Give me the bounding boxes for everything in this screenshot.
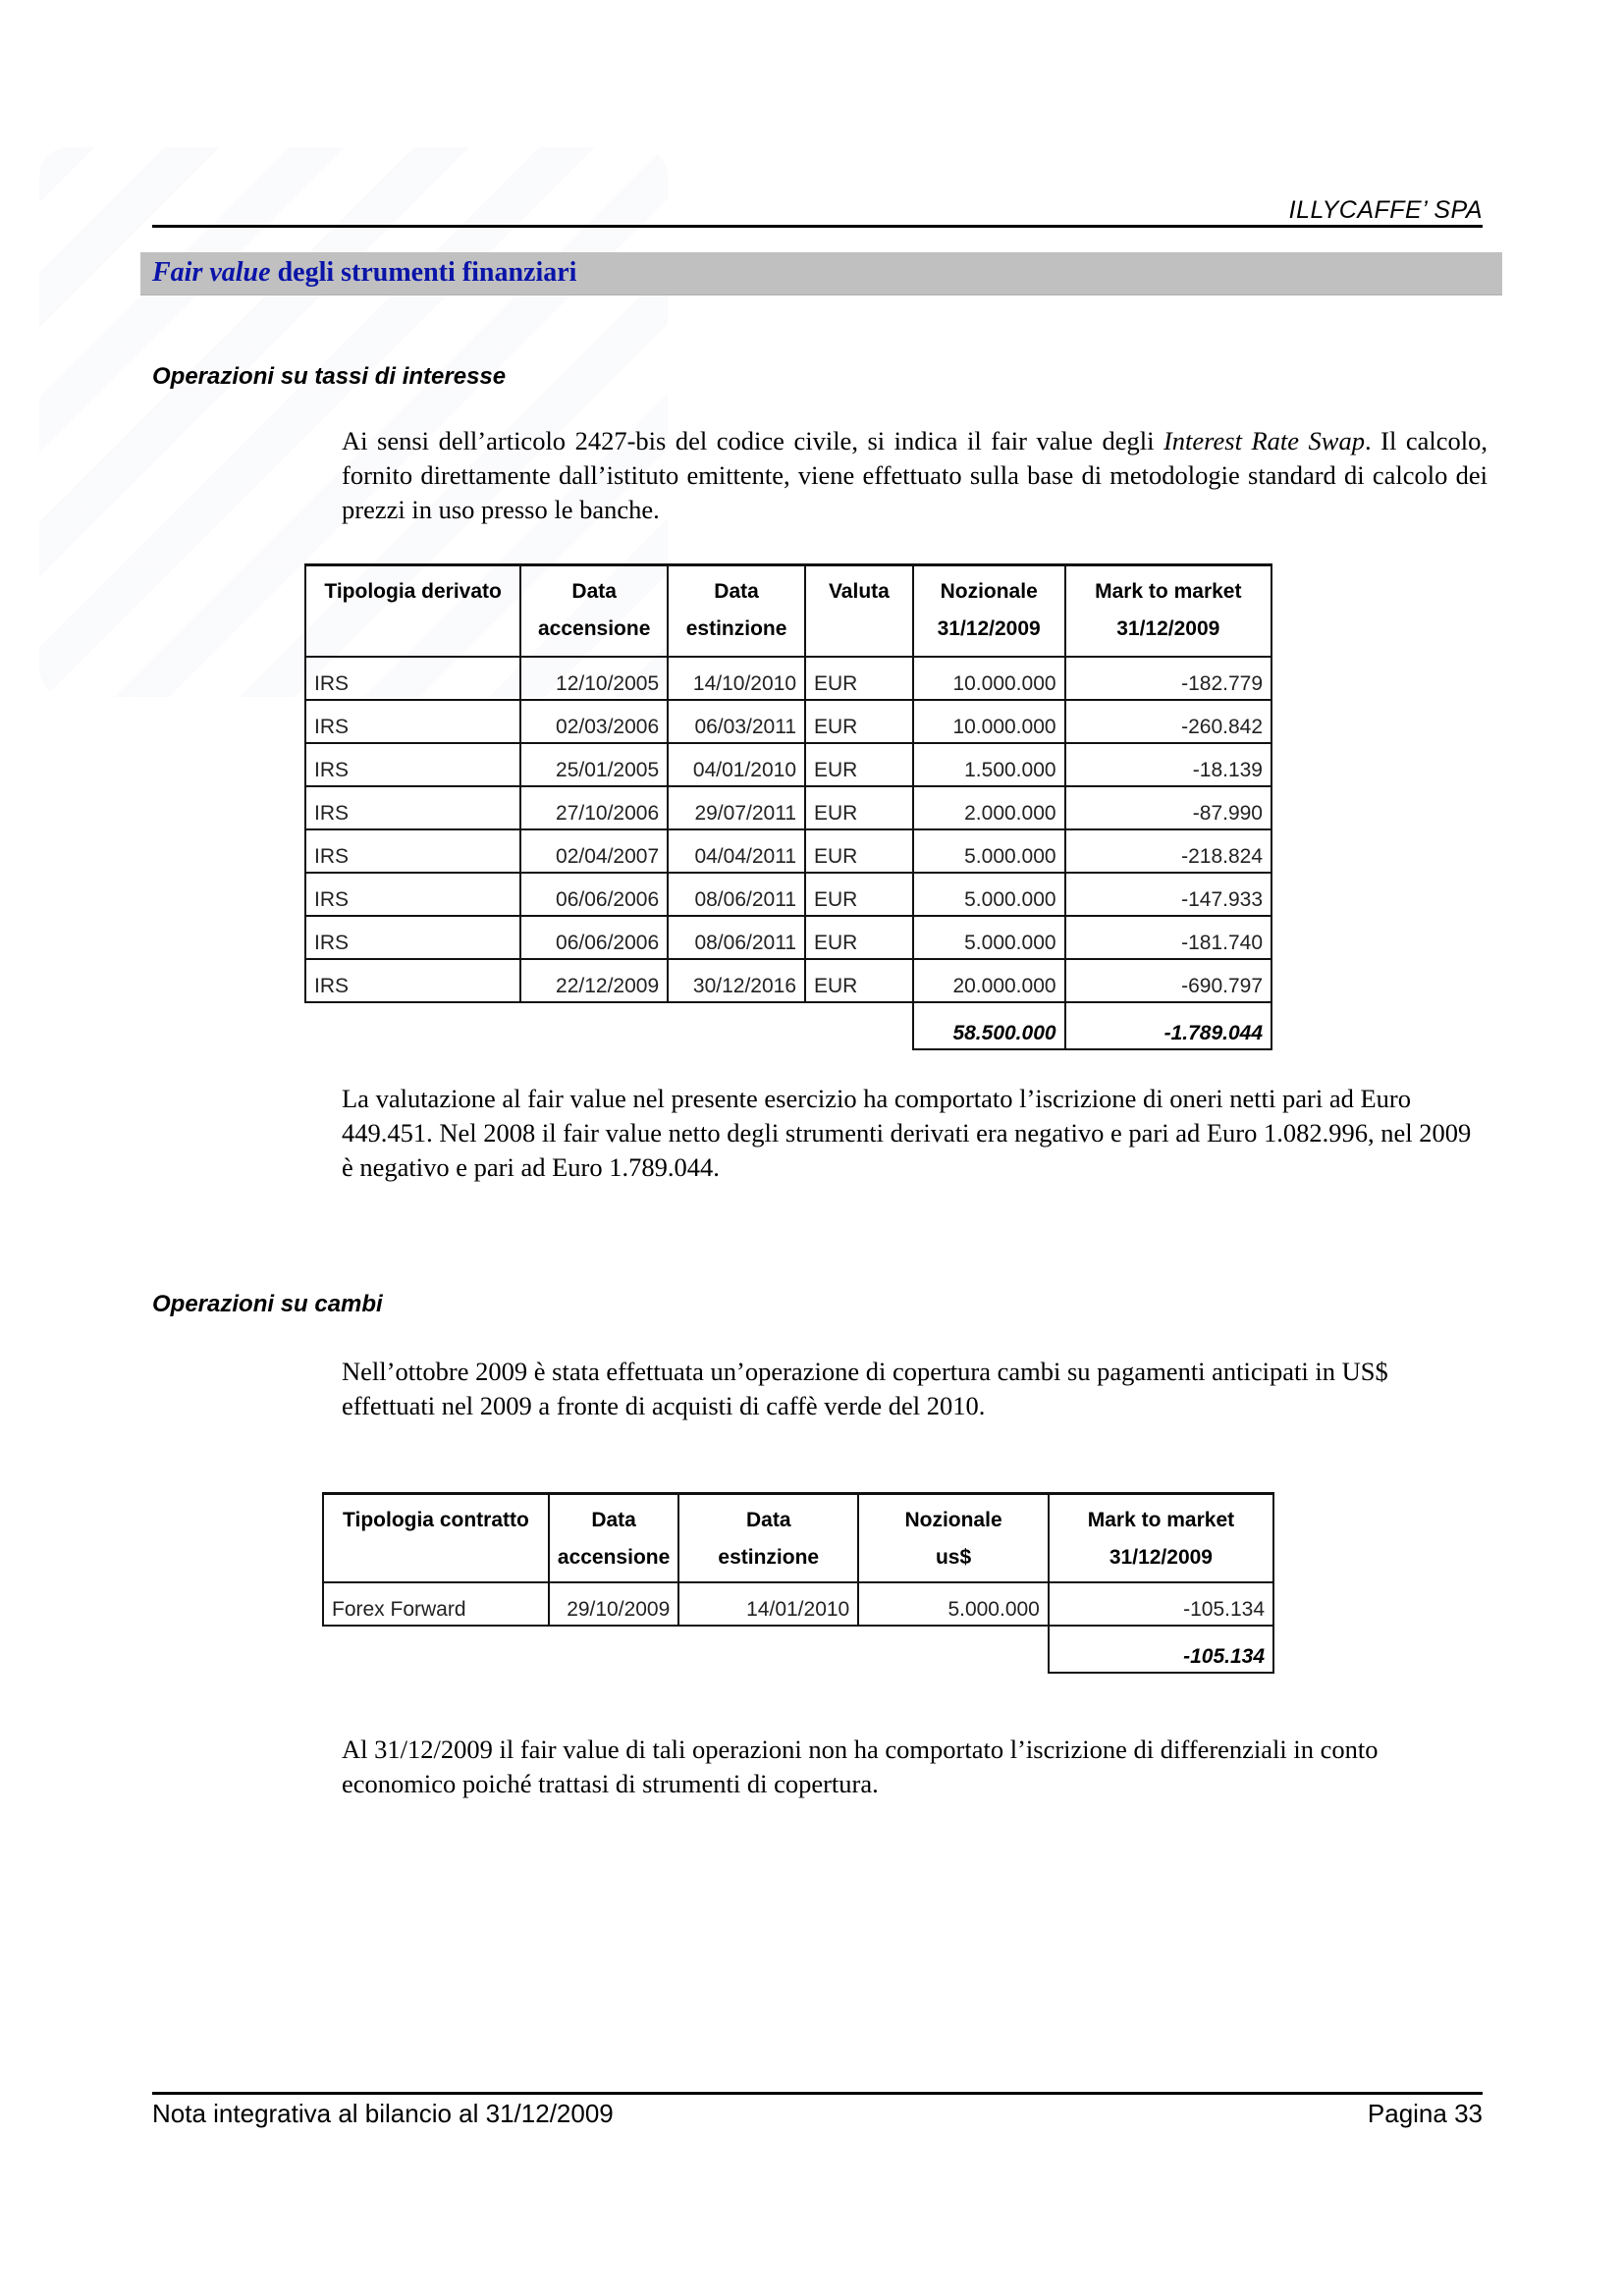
table-cell: -181.740 bbox=[1065, 916, 1271, 959]
table-cell: IRS bbox=[305, 916, 520, 959]
table-cell: 04/01/2010 bbox=[668, 743, 805, 786]
header-rule bbox=[152, 225, 1483, 228]
table-cell: -18.139 bbox=[1065, 743, 1271, 786]
table-cell: -260.842 bbox=[1065, 700, 1271, 743]
interest-intro bbox=[342, 424, 1488, 527]
table-cell: EUR bbox=[805, 916, 913, 959]
table-cell: IRS bbox=[305, 657, 520, 700]
table-cell: EUR bbox=[805, 959, 913, 1002]
column-header-line2: 31/12/2009 bbox=[937, 617, 1041, 640]
table-cell: 20.000.000 bbox=[913, 959, 1065, 1002]
column-header-line1: Data bbox=[591, 1509, 636, 1531]
table-row bbox=[305, 786, 1271, 829]
table-cell: IRS bbox=[305, 700, 520, 743]
table-row bbox=[323, 1582, 1273, 1626]
column-header-line2: 31/12/2009 bbox=[1116, 617, 1220, 640]
table-cell: 10.000.000 bbox=[913, 657, 1065, 700]
column-header bbox=[668, 565, 805, 657]
table-cell: 1.500.000 bbox=[913, 743, 1065, 786]
column-header-line1: Mark to market bbox=[1087, 1509, 1235, 1531]
column-header-line1: Mark to market bbox=[1095, 580, 1242, 603]
footer-document-title: Nota integrativa al bilancio al 31/12/2009 bbox=[152, 2099, 614, 2128]
column-header bbox=[549, 1494, 678, 1582]
table-cell: EUR bbox=[805, 829, 913, 873]
table-cell: 27/10/2006 bbox=[520, 786, 668, 829]
table-cell: IRS bbox=[305, 743, 520, 786]
table-cell: EUR bbox=[805, 743, 913, 786]
table-cell: 22/12/2009 bbox=[520, 959, 668, 1002]
irs-table bbox=[304, 563, 1272, 1050]
fx-heading: Operazioni su cambi bbox=[152, 1291, 383, 1317]
fx-intro: Nell’ottobre 2009 è stata effettuata un’operazione di copertura cambi su pagamenti anticipati in US$ effettuati nel 2009 a fronte di acquisti di caffè verde del 2010. bbox=[342, 1357, 1388, 1420]
table-cell: 14/01/2010 bbox=[678, 1582, 858, 1626]
interest-intro-after: . Il calcolo, fornito direttamente dall’istituto emittente, viene effettuato sulla base di metodologie standard di calcolo dei prezzi in uso presso le banche. bbox=[342, 426, 1488, 524]
total-mtm: -1.789.044 bbox=[1065, 1002, 1271, 1049]
table-cell: -87.990 bbox=[1065, 786, 1271, 829]
column-header bbox=[1065, 565, 1271, 657]
section-title bbox=[152, 257, 576, 289]
table-cell: 02/03/2006 bbox=[520, 700, 668, 743]
table-cell: 06/06/2006 bbox=[520, 873, 668, 916]
table-cell: 14/10/2010 bbox=[668, 657, 805, 700]
table-cell: 06/06/2006 bbox=[520, 916, 668, 959]
column-header-line1: Data bbox=[746, 1509, 791, 1531]
column-header bbox=[913, 565, 1065, 657]
table-cell: -147.933 bbox=[1065, 873, 1271, 916]
table-cell: 02/04/2007 bbox=[520, 829, 668, 873]
column-header-line1: Tipologia derivato bbox=[324, 580, 502, 603]
table-row bbox=[305, 916, 1271, 959]
table-cell: 06/03/2011 bbox=[668, 700, 805, 743]
interest-conclusion: La valutazione al fair value nel presente esercizio ha comportato l’iscrizione di oneri netti pari ad Euro 449.451. Nel 2008 il fair value netto degli strumenti derivati era negativo e pari ad Euro 1.082.996, nel 2009 è negativo e pari ad Euro 1.789.044. bbox=[342, 1084, 1472, 1182]
footer-page-number: Pagina 33 bbox=[1367, 2099, 1483, 2128]
table-cell: 5.000.000 bbox=[913, 916, 1065, 959]
total-mtm: -105.134 bbox=[1049, 1626, 1273, 1673]
table-cell: -105.134 bbox=[1049, 1582, 1273, 1626]
column-header-line1: Tipologia contratto bbox=[343, 1509, 529, 1531]
column-header bbox=[678, 1494, 858, 1582]
table-row bbox=[305, 657, 1271, 700]
total-row-spacer bbox=[323, 1626, 1049, 1673]
column-header-line1: Valuta bbox=[828, 580, 890, 603]
column-header-line2: estinzione bbox=[718, 1546, 820, 1569]
table-cell: IRS bbox=[305, 786, 520, 829]
table-row bbox=[305, 959, 1271, 1002]
column-header-line2: estinzione bbox=[685, 617, 787, 640]
column-header bbox=[858, 1494, 1049, 1582]
table-cell: Forex Forward bbox=[323, 1582, 549, 1626]
table-cell: 04/04/2011 bbox=[668, 829, 805, 873]
table-cell: -218.824 bbox=[1065, 829, 1271, 873]
table-cell: 5.000.000 bbox=[858, 1582, 1049, 1626]
table-cell: EUR bbox=[805, 786, 913, 829]
section-title-rest: degli strumenti finanziari bbox=[270, 257, 577, 288]
section-title-italic: Fair value bbox=[152, 257, 271, 288]
table-cell: 25/01/2005 bbox=[520, 743, 668, 786]
total-row bbox=[305, 1002, 1271, 1049]
section-title-band bbox=[140, 252, 1502, 295]
table-cell: EUR bbox=[805, 873, 913, 916]
table-cell: IRS bbox=[305, 873, 520, 916]
table-cell: EUR bbox=[805, 657, 913, 700]
table-cell: 29/10/2009 bbox=[549, 1582, 678, 1626]
column-header-line2: 31/12/2009 bbox=[1109, 1546, 1213, 1569]
column-header bbox=[305, 565, 520, 657]
table-row bbox=[305, 873, 1271, 916]
table-cell: 08/06/2011 bbox=[668, 916, 805, 959]
table-cell: EUR bbox=[805, 700, 913, 743]
table-cell: IRS bbox=[305, 829, 520, 873]
column-header bbox=[323, 1494, 549, 1582]
table-row bbox=[305, 829, 1271, 873]
column-header bbox=[520, 565, 668, 657]
column-header bbox=[805, 565, 913, 657]
interest-intro-before: Ai sensi dell’articolo 2427-bis del codice civile, si indica il fair value degli bbox=[342, 426, 1163, 455]
fx-table-header-row bbox=[323, 1494, 1273, 1582]
irs-table-header-row bbox=[305, 565, 1271, 657]
total-nozionale: 58.500.000 bbox=[913, 1002, 1065, 1049]
column-header-line2: accensione bbox=[537, 617, 651, 640]
footer-rule bbox=[152, 2092, 1483, 2095]
table-cell: IRS bbox=[305, 959, 520, 1002]
fx-conclusion: Al 31/12/2009 il fair value di tali operazioni non ha comportato l’iscrizione di differenziali in conto economico poiché trattasi di strumenti di copertura. bbox=[342, 1735, 1379, 1798]
table-cell: 12/10/2005 bbox=[520, 657, 668, 700]
interest-intro-italic: Interest Rate Swap bbox=[1163, 426, 1365, 455]
table-cell: 30/12/2016 bbox=[668, 959, 805, 1002]
table-cell: 29/07/2011 bbox=[668, 786, 805, 829]
fx-table bbox=[322, 1492, 1274, 1674]
total-row-spacer bbox=[305, 1002, 913, 1049]
column-header-line2: accensione bbox=[557, 1546, 671, 1569]
table-cell: 5.000.000 bbox=[913, 873, 1065, 916]
total-row bbox=[323, 1626, 1273, 1673]
table-row bbox=[305, 700, 1271, 743]
table-cell: 2.000.000 bbox=[913, 786, 1065, 829]
table-cell: 10.000.000 bbox=[913, 700, 1065, 743]
interest-heading: Operazioni su tassi di interesse bbox=[152, 363, 507, 390]
column-header-line1: Nozionale bbox=[904, 1509, 1002, 1531]
table-cell: 5.000.000 bbox=[913, 829, 1065, 873]
table-cell: 08/06/2011 bbox=[668, 873, 805, 916]
table-row bbox=[305, 743, 1271, 786]
column-header-line1: Data bbox=[714, 580, 759, 603]
table-cell: -182.779 bbox=[1065, 657, 1271, 700]
column-header-line2: us$ bbox=[935, 1546, 972, 1569]
column-header bbox=[1049, 1494, 1273, 1582]
column-header-line1: Data bbox=[571, 580, 617, 603]
header-company: ILLYCAFFE’ SPA bbox=[1288, 196, 1483, 224]
column-header-line1: Nozionale bbox=[940, 580, 1038, 603]
table-cell: -690.797 bbox=[1065, 959, 1271, 1002]
